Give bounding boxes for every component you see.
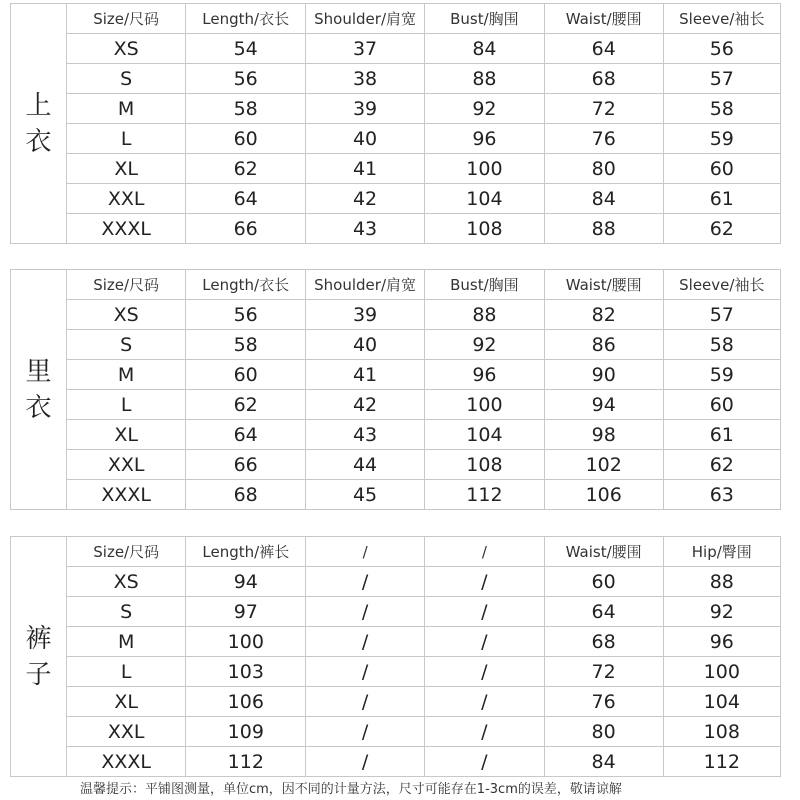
table-row	[67, 330, 780, 360]
cell-size: L	[67, 124, 186, 154]
cell-sleeve: 59	[663, 360, 780, 390]
side-label-char: 里	[25, 356, 52, 387]
cell-empty: /	[424, 747, 544, 777]
cell-length: 64	[186, 420, 306, 450]
cell-bust: 92	[425, 330, 545, 360]
cell-sleeve: 56	[663, 34, 780, 64]
table-row	[67, 360, 780, 390]
cell-length: 62	[186, 154, 306, 184]
header-row	[67, 537, 780, 567]
header-size: Size/尺码	[67, 4, 186, 34]
cell-bust: 108	[425, 450, 545, 480]
cell-shoulder: 42	[306, 184, 425, 214]
cell-waist: 98	[544, 420, 663, 450]
cell-sleeve: 62	[709, 217, 734, 240]
cell-hip: 104	[663, 687, 780, 717]
cell-size: M	[67, 94, 186, 124]
cell-bust: 84	[425, 34, 545, 64]
cell-sleeve: 63	[709, 483, 734, 506]
table-row	[67, 390, 780, 420]
cell-shoulder: 37	[306, 34, 425, 64]
table-row	[67, 94, 780, 124]
cell-size: XXXL	[67, 214, 186, 244]
cell-empty: /	[306, 747, 425, 777]
cell-length: 68	[186, 480, 306, 510]
cell-length: 103	[186, 657, 306, 687]
cell-empty: /	[306, 657, 425, 687]
cell-size: M	[67, 627, 186, 657]
header-bust: Bust/胸围	[425, 4, 545, 34]
cell-shoulder: 40	[306, 330, 425, 360]
cell-empty: /	[424, 627, 544, 657]
table-row	[67, 747, 780, 777]
header-size: Size/尺码	[67, 537, 186, 567]
cell-size: XL	[67, 420, 186, 450]
table-row	[67, 480, 780, 510]
cell-size: XL	[67, 687, 186, 717]
cell-length: 66	[186, 214, 306, 244]
cell-waist: 68	[544, 627, 663, 657]
cell-shoulder: 39	[306, 94, 425, 124]
cell-waist: 90	[544, 360, 663, 390]
cell-bust: 92	[425, 94, 545, 124]
cell-size: XS	[67, 300, 186, 330]
cell-length: 56	[186, 64, 306, 94]
table-row	[67, 214, 780, 244]
header-sleeve: Sleeve/袖长	[663, 4, 780, 34]
cell-sleeve: 61	[663, 420, 780, 450]
header-shoulder: Shoulder/肩宽	[306, 270, 425, 300]
cell-shoulder: 41	[306, 360, 425, 390]
cell-size: S	[67, 597, 186, 627]
cell-empty: /	[306, 627, 425, 657]
cell-shoulder: 43	[306, 420, 425, 450]
size-table-inner	[10, 269, 781, 510]
table-row	[67, 34, 780, 64]
header-sleeve: Sleeve/袖长	[663, 270, 780, 300]
header-empty: /	[306, 537, 425, 567]
cell-length: 97	[186, 597, 306, 627]
table-row	[67, 687, 780, 717]
side-label	[11, 537, 67, 776]
size-grid	[67, 4, 780, 243]
header-size: Size/尺码	[67, 270, 186, 300]
cell-shoulder: 44	[306, 450, 425, 480]
cell-bust: 108	[425, 214, 545, 244]
cell-size: XXL	[67, 717, 186, 747]
cell-waist: 106	[544, 480, 663, 510]
cell-bust: 96	[425, 124, 545, 154]
table-row	[67, 420, 780, 450]
cell-bust: 88	[425, 64, 545, 94]
cell-waist: 76	[544, 687, 663, 717]
header-hip: Hip/臀围	[663, 537, 780, 567]
side-label-char: 裤	[25, 623, 52, 654]
table-row	[67, 300, 780, 330]
header-bust: Bust/胸围	[425, 270, 545, 300]
cell-waist: 68	[544, 64, 663, 94]
cell-waist: 60	[544, 567, 663, 597]
size-table-pants	[10, 536, 781, 777]
table-row	[67, 154, 780, 184]
cell-size: XXL	[67, 450, 186, 480]
cell-bust: 96	[425, 360, 545, 390]
cell-sleeve: 60	[663, 390, 780, 420]
cell-shoulder: 41	[306, 154, 425, 184]
header-row	[67, 270, 780, 300]
side-label-char: 上	[25, 90, 52, 121]
cell-empty: /	[424, 567, 544, 597]
table-row	[67, 124, 780, 154]
cell-length: 109	[186, 717, 306, 747]
size-table-top	[10, 3, 781, 244]
cell-waist: 80	[544, 717, 663, 747]
cell-length: 58	[186, 330, 306, 360]
cell-length: 94	[186, 567, 306, 597]
side-label-char: 子	[25, 659, 52, 690]
cell-length: 60	[186, 124, 306, 154]
cell-size: XS	[67, 34, 186, 64]
cell-length: 54	[186, 34, 306, 64]
header-length: Length/裤长	[186, 537, 306, 567]
cell-shoulder: 40	[306, 124, 425, 154]
cell-empty: /	[424, 717, 544, 747]
cell-waist: 82	[544, 300, 663, 330]
side-label	[11, 270, 67, 509]
cell-sleeve: 57	[663, 64, 780, 94]
cell-waist: 84	[544, 747, 663, 777]
cell-size: XXXL	[67, 747, 186, 777]
cell-bust: 104	[425, 420, 545, 450]
cell-hip: 100	[663, 657, 780, 687]
table-row	[67, 627, 780, 657]
cell-waist: 64	[544, 34, 663, 64]
header-waist: Waist/腰围	[544, 270, 663, 300]
cell-length: 62	[186, 390, 306, 420]
table-row	[67, 450, 780, 480]
cell-bust: 100	[425, 154, 545, 184]
cell-length: 66	[186, 450, 306, 480]
cell-length: 58	[186, 94, 306, 124]
size-grid	[67, 270, 780, 509]
cell-empty: /	[306, 717, 425, 747]
table-row	[67, 184, 780, 214]
cell-empty: /	[306, 567, 425, 597]
cell-sleeve: 57	[663, 300, 780, 330]
cell-waist: 80	[544, 154, 663, 184]
cell-waist: 72	[544, 657, 663, 687]
header-waist: Waist/腰围	[544, 537, 663, 567]
table-row	[67, 717, 780, 747]
cell-size: L	[67, 657, 186, 687]
cell-waist: 94	[544, 390, 663, 420]
table-row	[67, 567, 780, 597]
cell-bust: 100	[425, 390, 545, 420]
cell-empty: /	[306, 597, 425, 627]
cell-shoulder: 38	[306, 64, 425, 94]
cell-size: M	[67, 360, 186, 390]
size-grid	[67, 537, 780, 776]
cell-sleeve: 58	[663, 330, 780, 360]
cell-hip: 112	[703, 750, 740, 773]
cell-empty: /	[424, 597, 544, 627]
header-length: Length/衣长	[186, 4, 306, 34]
cell-size: S	[67, 64, 186, 94]
table-row	[67, 597, 780, 627]
cell-length: 100	[186, 627, 306, 657]
cell-size: XS	[67, 567, 186, 597]
cell-length: 56	[186, 300, 306, 330]
header-empty: /	[424, 537, 544, 567]
cell-waist: 76	[544, 124, 663, 154]
cell-bust: 88	[425, 300, 545, 330]
cell-length: 112	[186, 747, 306, 777]
cell-length: 60	[186, 360, 306, 390]
cell-bust: 104	[425, 184, 545, 214]
cell-waist: 86	[544, 330, 663, 360]
cell-sleeve: 61	[663, 184, 780, 214]
cell-hip: 88	[663, 567, 780, 597]
cell-bust: 112	[425, 480, 545, 510]
cell-size: XXL	[67, 184, 186, 214]
side-label-char: 衣	[25, 126, 52, 157]
cell-empty: /	[424, 687, 544, 717]
cell-empty: /	[306, 687, 425, 717]
cell-shoulder: 43	[306, 214, 425, 244]
cell-waist: 88	[544, 214, 663, 244]
cell-sleeve: 60	[663, 154, 780, 184]
cell-waist: 72	[544, 94, 663, 124]
table-row	[67, 657, 780, 687]
cell-empty: /	[424, 657, 544, 687]
cell-hip: 108	[663, 717, 780, 747]
cell-waist: 64	[544, 597, 663, 627]
cell-size: XL	[67, 154, 186, 184]
side-label	[11, 4, 67, 243]
cell-sleeve: 62	[663, 450, 780, 480]
cell-shoulder: 42	[306, 390, 425, 420]
cell-waist: 102	[544, 450, 663, 480]
cell-size: L	[67, 390, 186, 420]
cell-length: 106	[186, 687, 306, 717]
cell-size: S	[67, 330, 186, 360]
header-shoulder: Shoulder/肩宽	[306, 4, 425, 34]
measurement-note: 温馨提示：平铺图测量，单位cm，因不同的计量方法，尺寸可能存在1-3cm的误差，敬请谅解	[80, 782, 622, 797]
cell-size: XXXL	[67, 480, 186, 510]
cell-sleeve: 59	[663, 124, 780, 154]
header-length: Length/衣长	[186, 270, 306, 300]
side-label-char: 衣	[25, 392, 52, 423]
table-row	[67, 64, 780, 94]
cell-shoulder: 45	[306, 480, 425, 510]
header-waist: Waist/腰围	[544, 4, 663, 34]
cell-shoulder: 39	[306, 300, 425, 330]
cell-sleeve: 58	[663, 94, 780, 124]
cell-hip: 96	[663, 627, 780, 657]
cell-waist: 84	[544, 184, 663, 214]
cell-length: 64	[186, 184, 306, 214]
cell-hip: 92	[663, 597, 780, 627]
header-row	[67, 4, 780, 34]
